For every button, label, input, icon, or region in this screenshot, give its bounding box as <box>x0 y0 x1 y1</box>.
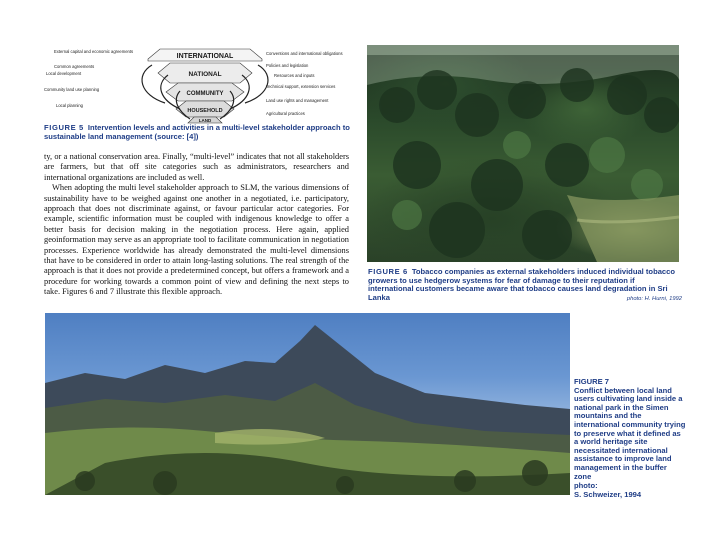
right-activity: Agricultural practices <box>266 111 305 116</box>
figure5-diagram <box>40 45 365 125</box>
figure6-credit: photo: H. Hurni, 1992 <box>626 296 682 302</box>
body-text <box>44 152 349 298</box>
right-activity: Resources and inputs <box>274 73 315 78</box>
figure7-photo <box>45 313 570 495</box>
right-activity: Land use rights and management <box>266 98 329 103</box>
figure6-photo-art <box>367 45 679 262</box>
left-activities <box>44 49 133 108</box>
figure5-caption-text: Intervention levels and activities in a multi-level stakeholder approach to sustainable land management (source: [4]) <box>44 123 350 141</box>
level-international-label: INTERNATIONAL <box>176 53 234 60</box>
level-community-label: COMMUNITY <box>186 91 224 97</box>
right-activities <box>266 51 343 116</box>
left-activity: Local development <box>46 71 82 76</box>
right-activity: Policies and legislation <box>266 63 309 68</box>
figure6-photo <box>367 45 679 262</box>
figure5-caption <box>44 124 354 141</box>
level-national-label: NATIONAL <box>188 71 222 78</box>
figure6-caption-text: Tobacco companies as external stakeholders induced individual tobacco growers to use hedgerow systems for fear of damage to their reputation if international customers became aware that tobacco causes land degradation in Sri Lanka <box>368 267 676 302</box>
level-land-label: LAND <box>198 118 212 123</box>
right-activity: Technical support, extension services <box>266 84 336 89</box>
right-activity: Conventions and international obligations <box>266 51 343 56</box>
level-household-label: HOUSEHOLD <box>187 108 223 114</box>
left-activity: Community land use planning <box>44 87 100 92</box>
body-paragraph: When adopting the multi level stakeholder approach to SLM, the various dimensions of sustainability have to be weighed against one another in a negotiated, i.e. participatory, approach that does not discriminate against, or favour particular actor categories. For example, scientific information must be coupled with indigenous knowledge to offer a better basis for decision making in the negotiation process. Here again, applied geoinformation may serve as an appropriate tool to facilitate communication in negotiation processes. Experience worldwide has already demonstrated the multi-level dimensions that have to be considered in order to attain long-lasting solutions. The real strength of the approach is that it does not provide a predetermined concept, but offers a framework and a procedure for working towards a common point of view and defining the next steps to take. Figures 6 and 7 illustrate this flexible approach. <box>44 183 349 297</box>
figure7-label: FIGURE 7 <box>574 377 610 386</box>
figure7-credit-label: photo: <box>574 481 598 490</box>
figure7-credit <box>574 482 684 499</box>
figure7-caption-text: Conflict between local land users cultivating land inside a national park in the Simen mountains and the international community trying to preserve what it defined as a world heritage site necessitated international assistance to improve land management in the buffer zone <box>574 385 686 481</box>
left-activity: External capital and economic agreements <box>54 49 134 54</box>
body-paragraph: ty, or a national conservation area. Finally, “multi-level” indicates that not all stakeholders are farmers, but that off site categories such as administrators, researchers and international organizations are included as well. <box>44 152 349 182</box>
figure7-photo-art <box>45 313 570 495</box>
figure7-caption <box>574 378 686 481</box>
left-activity: Local planning <box>56 103 84 108</box>
figure6-label: FIGURE 6 <box>368 267 408 276</box>
figure5-label: FIGURE 5 <box>44 123 84 132</box>
figure7-credit-name: S. Schweizer, 1994 <box>574 489 642 499</box>
left-activity: Common agreements <box>54 64 95 69</box>
